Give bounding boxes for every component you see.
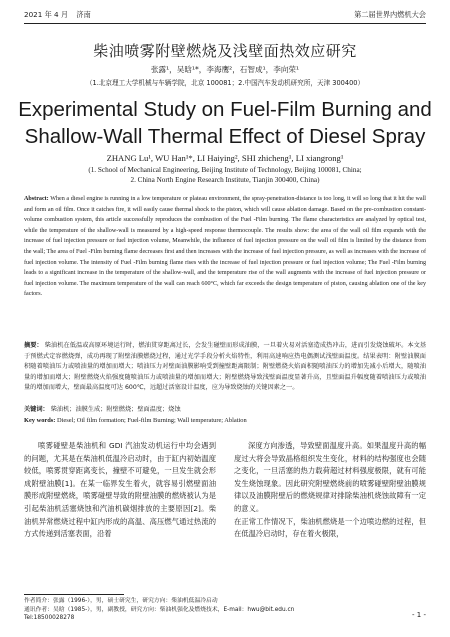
footnote-divider <box>24 594 124 595</box>
header-divider <box>24 23 426 24</box>
abstract-text: When a diesel engine is running in a low temperature or plateau environment, the spray-penetration-distance is too long, it will so long that it hit the wall and form an oil film. Once it catches fire, it will easily cause thermal shock to the piston, which will cause ablation damage. Based on the pre-combustion constant-volume combustion system, this article successfully reproduces the combustion of the Fuel -Film burning. The flame characteristics are analyzed by optical test, while the temperature of the shallow-wall is measured by a high-speed response thermocouple. The results show: the area of the wall oil film expands with the increase of fuel injection pressure or fuel injection volume, Meanwhile, the influence of fuel injection pressure on the wall oil film is limited by the distance from the wall; The area of Fuel -Film burning flame decreases first and then increases with the increase of fuel injection pressure, as well as increases with the increase of fuel injection volume. The intensity of Fuel -Film burning flame rises with the increase of fuel injection pressure or fuel injection volume; The Fuel -Film burning leads to a significant increase in the temperature of the shallow-wall, and the temperature rise of the wall augments with the increase of fuel injection pressure or fuel injection volume. The maximum temperature of the wall can reach 600°C, which far exceeds the design temperature of piston, causing ablation one of the key factors. <box>24 196 426 298</box>
header-conference: 第二届世界内燃机大会 <box>354 10 426 19</box>
cn-abstract-text: 柴油机在低温或高原环境运行时，燃油贯穿距离过长，会发生碰壁而形成油膜，一旦着火易对活塞造成热冲击，进而引发烧蚀破坏。本文基于预燃式定容燃烧弹，成功再现了附壁油膜燃烧过程，通过光学手段分析火焰特性，利用高速响应热电偶测试浅壁面温度。结果表明：附壁油膜面积随着喷油压力或喷油量的增加而增大；喷油压力对壁面油膜影响受到撞壁距离限制；附壁燃烧火焰面积随喷油压力的增加先减小后增大，随喷油量的增加而增大；附壁燃烧火焰强度随喷油压力或喷油量的增加而增大；附壁燃烧导致浅壁面温度显著升高，且壁面温升幅度随着喷油压力或喷油量的增加而增大，壁面最高温度可达 600℃，远超过活塞设计温度，应为导致烧蚀的关键因素之一。 <box>24 342 427 392</box>
chinese-affiliation: （1.北京理工大学机械与车辆学院，北京 100081；2.中国汽车发动机研究所，天津 300400） <box>85 79 365 87</box>
body-column-left: 喷雾碰壁是柴油机和 GDI 汽油发动机运行中均会遇到的问题，尤其是在柴油机低温冷启动时，由于缸内初始温度较低，喷雾贯穿距离变长，撞壁不可避免，一旦发生就会形成附壁油膜[1]。在某一临界发生着火，就容易引燃壁面油膜形成附壁燃烧，喷雾碰壁导致的附壁油膜的燃烧被认为是引起柴油机活塞烧蚀和汽油机碳烟排放的主要原因[2]。柴油机异常燃烧过程中缸内形成的高温、高压燃气通过热流的方式传递到活塞表面，沿着 <box>24 441 216 539</box>
header-location: 济南 <box>76 10 91 19</box>
english-abstract <box>24 194 426 300</box>
cn-abstract-label: 摘要： <box>24 342 43 349</box>
chinese-authors: 张露¹，吴晗¹*，李海鹰²，石智成¹，李向荣¹ <box>150 65 300 74</box>
footnote-corresponding: 通讯作者：吴晗（1985-），男，副教授，研究方向：柴油机强化及燃烧技术，E-mail：hwu@bit.edu.cn <box>24 606 295 613</box>
body-columns <box>24 440 426 592</box>
english-authors: ZHANG Lu¹, WU Han¹*, LI Haiying², SHI zhicheng¹, LI xiangrong¹ <box>106 153 344 163</box>
affiliation-line-1: (1. School of Mechanical Engineering, Beijing Institute of Technology, Beijing 100081, China; <box>88 166 362 174</box>
english-title: Experimental Study on Fuel-Film Burning and Shallow-Wall Thermal Effect of Diesel Spray <box>18 98 432 148</box>
header-date: 2021 年 4 月 <box>24 10 69 19</box>
english-affiliation <box>20 165 430 185</box>
cn-keywords-label: 关键词： <box>24 406 49 413</box>
en-keywords-label: Key words: <box>24 417 56 424</box>
footnotes <box>24 597 390 623</box>
chinese-title: 柴油喷雾附壁燃烧及浅壁面热效应研究 <box>93 42 357 60</box>
footnote-tel: Tel:18500028278 <box>24 615 75 622</box>
abstract-label: Abstract: <box>24 196 49 202</box>
body-column-right: 深度方向渗透，导致壁面温度升高。如果温度升高的幅度过大将会导致晶格组织发生变化，材料的结构强度也会随之变化，一旦活塞的热力载荷超过材料强度极限，就有可能发生烧蚀现象。因此研究附壁燃烧前的喷雾碰壁附壁油膜规律以及油膜附壁后的燃烧规律对排除柴油机烧蚀故障有一定的意义。 在正常工作情况下，柴油机燃烧是一个边喷边燃的过程，但在低温冷启动时，存在着火极限， <box>234 441 426 539</box>
english-keywords <box>24 417 426 424</box>
page-number: - 1 - <box>412 611 426 619</box>
chinese-keywords <box>24 404 426 413</box>
cn-keywords-text: 柴油机；油膜生成；附壁燃烧；壁面温度；烧蚀 <box>50 406 181 413</box>
chinese-abstract <box>24 341 426 394</box>
footnote-author: 作者简介：张露（1996-），男，硕士研究生，研究方向：柴油机低温冷启动 <box>24 598 218 604</box>
en-keywords-text: Diesel; Oil film formation; Fuel-film Burning; Wall temperature; Ablation <box>57 417 247 424</box>
affiliation-line-2: 2. China North Engine Research Institute, Tianjin 300400, China) <box>130 176 320 184</box>
